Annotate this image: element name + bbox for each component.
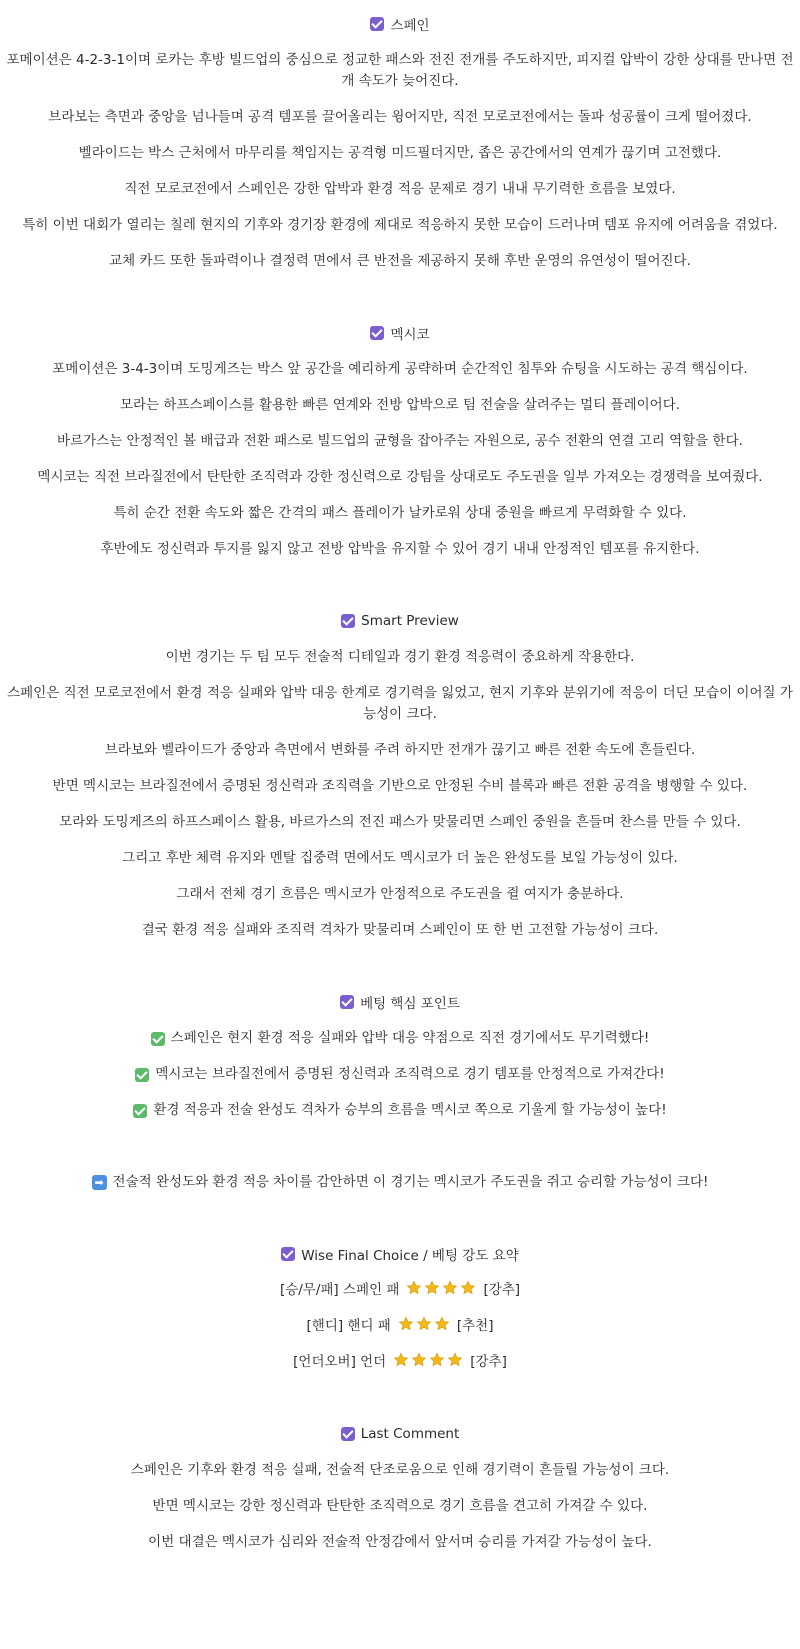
pick-strength: [추천] xyxy=(456,1318,494,1334)
pick-label: [승/무/패] 스페인 패 xyxy=(279,1282,400,1298)
comment-paragraph: 스페인은 기후와 환경 적응 실패, 전술적 단조로움으로 인해 경기력이 흔들릴 가능성이 크다. xyxy=(130,1462,670,1478)
star-icon xyxy=(442,1280,458,1296)
comment-heading xyxy=(0,1424,800,1444)
spain-title: 스페인 xyxy=(390,18,430,34)
spain-paragraph: 특히 이번 대회가 열리는 칠레 현지의 기후와 경기장 환경에 제대로 적응하지 못한 모습이 드러나며 템포 유지에 어려움을 겪었다. xyxy=(22,217,778,233)
mexico-paragraph: 특히 순간 전환 속도와 짧은 간격의 패스 플레이가 날카로워 상대 중원을 빠르게 무력화할 수 있다. xyxy=(113,505,687,521)
preview-paragraph: 그래서 전체 경기 흐름은 멕시코가 안정적으로 주도권을 쥘 여지가 충분하다. xyxy=(176,886,624,902)
star-rating xyxy=(405,1280,477,1301)
preview-paragraph: 그리고 후반 체력 유지와 멘탈 집중력 면에서도 멕시코가 더 높은 완성도를 보일 가능성이 있다. xyxy=(122,850,678,866)
right-arrow-icon: ➡ xyxy=(92,1175,107,1190)
spain-paragraph: 직전 모로코전에서 스페인은 강한 압박과 환경 적응 문제로 경기 내내 무기력한 흐름을 보였다. xyxy=(124,181,676,197)
mexico-heading xyxy=(0,323,800,343)
mexico-paragraph: 후반에도 정신력과 투지를 잃지 않고 전방 압박을 유지할 수 있어 경기 내내 안정적인 템포를 유지한다. xyxy=(100,541,700,557)
betting-conclusion-text: 전술적 완성도와 환경 적응 차이를 감안하면 이 경기는 멕시코가 주도권을 쥐고 승리할 가능성이 크다! xyxy=(112,1174,709,1190)
preview-paragraph: 결국 환경 적응 실패와 조직력 격차가 맞물리며 스페인이 또 한 번 고전할 가능성이 크다. xyxy=(141,922,659,938)
betting-conclusion xyxy=(0,1172,800,1193)
star-icon xyxy=(393,1352,409,1368)
checkbox-icon xyxy=(341,1427,355,1441)
pick-row xyxy=(0,1316,800,1337)
check-mark-icon xyxy=(135,1068,149,1082)
mexico-paragraph: 포메이션은 3-4-3이며 도밍게즈는 박스 앞 공간을 예리하게 공략하며 순간적인 침투와 슈팅을 시도하는 공격 핵심이다. xyxy=(52,361,748,377)
final-section xyxy=(0,1193,800,1373)
betting-section xyxy=(0,941,800,1193)
preview-section xyxy=(0,560,800,941)
pick-label: [핸디] 핸디 패 xyxy=(306,1318,391,1334)
star-icon xyxy=(406,1280,422,1296)
mexico-paragraph: 멕시코는 직전 브라질전에서 탄탄한 조직력과 강한 정신력으로 강팀을 상대로도 주도권을 일부 가져오는 경쟁력을 보여줬다. xyxy=(37,469,763,485)
preview-paragraph: 스페인은 직전 모로코전에서 환경 적응 실패와 압박 대응 한계로 경기력을 잃었고, 현지 기후와 분위기에 적응이 더딘 모습이 이어질 가능성이 크다. xyxy=(7,685,793,722)
mexico-paragraph: 모라는 하프스페이스를 활용한 빠른 연계와 전방 압박으로 팀 전술을 살려주는 멀티 플레이어다. xyxy=(119,397,681,413)
final-title: Wise Final Choice / 베팅 강도 요약 xyxy=(301,1248,519,1264)
final-heading xyxy=(0,1244,800,1264)
betting-point xyxy=(0,1028,800,1049)
comment-section xyxy=(0,1373,800,1553)
checkbox-icon xyxy=(281,1247,295,1261)
preview-title: Smart Preview xyxy=(361,613,459,629)
spain-paragraph: 브라보는 측면과 중앙을 넘나들며 공격 템포를 끌어올리는 윙어지만, 직전 모로코전에서는 돌파 성공률이 크게 떨어졌다. xyxy=(48,109,752,125)
mexico-paragraph: 바르가스는 안정적인 볼 배급과 전환 패스로 빌드업의 균형을 잡아주는 자원으로, 공수 전환의 연결 고리 역할을 한다. xyxy=(57,433,743,449)
betting-point-text: 환경 적응과 전술 완성도 격차가 승부의 흐름을 멕시코 쪽으로 기울게 할 가능성이 높다! xyxy=(153,1102,667,1118)
preview-paragraph: 모라와 도밍게즈의 하프스페이스 활용, 바르가스의 전진 패스가 맞물리면 스페인 중원을 흔들며 찬스를 만들 수 있다. xyxy=(59,814,741,830)
betting-point xyxy=(0,1064,800,1085)
checkbox-icon xyxy=(340,995,354,1009)
star-rating xyxy=(397,1316,451,1337)
pick-strength: [강추] xyxy=(470,1354,507,1370)
spain-paragraph: 포메이션은 4-2-3-1이며 로카는 후방 빌드업의 중심으로 정교한 패스와 전진 전개를 주도하지만, 피지컬 압박이 강한 상대를 만나면 전개 속도가 늦어진다. xyxy=(6,52,794,89)
pick-strength: [강추] xyxy=(483,1282,521,1298)
check-mark-icon xyxy=(133,1104,147,1118)
star-icon xyxy=(424,1280,440,1296)
star-rating xyxy=(392,1352,464,1373)
betting-point xyxy=(0,1100,800,1121)
betting-point-text: 멕시코는 브라질전에서 증명된 정신력과 조직력으로 경기 템포를 안정적으로 가져간다! xyxy=(155,1066,665,1082)
mexico-section xyxy=(0,272,800,560)
pick-label: [언더오버] 언더 xyxy=(293,1354,387,1370)
check-mark-icon xyxy=(151,1032,165,1046)
betting-heading xyxy=(0,992,800,1012)
star-icon xyxy=(398,1316,414,1332)
comment-paragraph: 이번 대결은 멕시코가 심리와 전술적 안정감에서 앞서며 승리를 가져갈 가능성이 높다. xyxy=(148,1534,652,1550)
betting-title: 베팅 핵심 포인트 xyxy=(360,996,460,1012)
spain-paragraph: 교체 카드 또한 돌파력이나 결정력 면에서 큰 반전을 제공하지 못해 후반 운영의 유연성이 떨어진다. xyxy=(109,253,691,269)
preview-paragraph: 반면 멕시코는 브라질전에서 증명된 정신력과 조직력을 기반으로 안정된 수비 블록과 빠른 전환 공격을 병행할 수 있다. xyxy=(52,778,748,794)
betting-point-text: 스페인은 현지 환경 적응 실패와 압박 대응 약점으로 직전 경기에서도 무기력했다! xyxy=(170,1030,650,1046)
preview-paragraph: 브라보와 벨라이드가 중앙과 측면에서 변화를 주려 하지만 전개가 끊기고 빠른 전환 속도에 흔들린다. xyxy=(104,742,696,758)
star-icon xyxy=(429,1352,445,1368)
star-icon xyxy=(460,1280,476,1296)
preview-heading xyxy=(0,611,800,631)
spain-heading xyxy=(0,14,800,34)
star-icon xyxy=(411,1352,427,1368)
checkbox-icon xyxy=(370,17,384,31)
spain-paragraph: 벨라이드는 박스 근처에서 마무리를 책임지는 공격형 미드필더지만, 좁은 공간에서의 연계가 끊기며 고전했다. xyxy=(78,145,722,161)
star-icon xyxy=(447,1352,463,1368)
checkbox-icon xyxy=(370,326,384,340)
comment-title: Last Comment xyxy=(360,1426,460,1442)
checkbox-icon xyxy=(341,614,355,628)
pick-row xyxy=(0,1352,800,1373)
mexico-title: 멕시코 xyxy=(390,327,430,343)
spain-section xyxy=(0,0,800,272)
preview-paragraph: 이번 경기는 두 팀 모두 전술적 디테일과 경기 환경 적응력이 중요하게 작용한다. xyxy=(165,649,635,665)
pick-row xyxy=(0,1280,800,1301)
star-icon xyxy=(416,1316,432,1332)
comment-paragraph: 반면 멕시코는 강한 정신력과 탄탄한 조직력으로 경기 흐름을 견고히 가져갈 수 있다. xyxy=(152,1498,648,1514)
star-icon xyxy=(434,1316,450,1332)
